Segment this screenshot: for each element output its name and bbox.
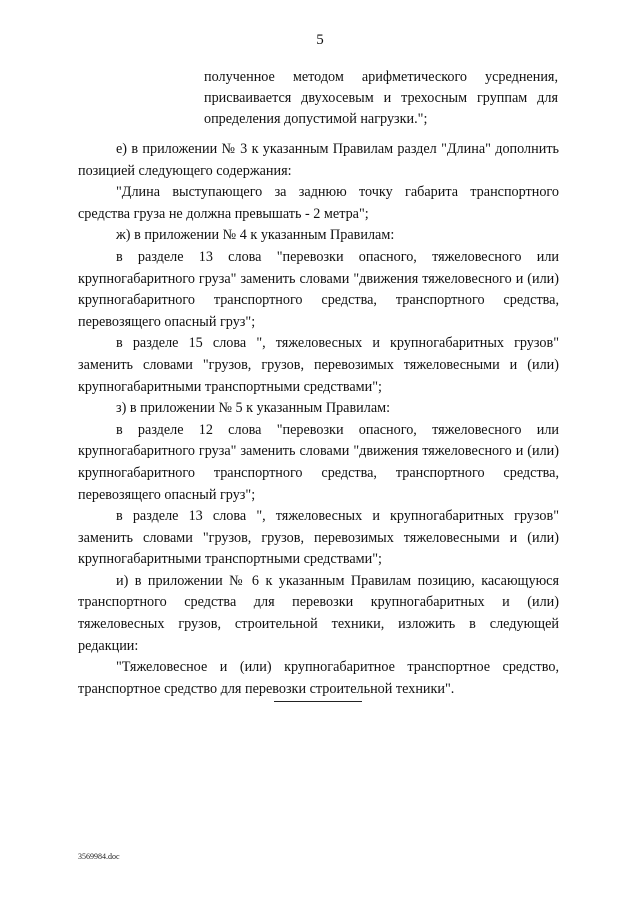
paragraph-zh-15: в разделе 15 слова ", тяжеловесных и крупногабаритных грузов" заменить словами "грузов, грузов, перевозимых тяжеловесными и (или) крупногабаритными транспортными средствами"; [78, 335, 559, 395]
paragraph-zh-13: в разделе 13 слова "перевозки опасного, тяжеловесного или крупногабаритного груза" заменить словами "движения тяжеловесного и (или) крупногабаритного транспортного средства, транспортного средства, перевозящего опасный груз"; [78, 248, 559, 330]
quote-block: полученное методом арифметического усреднения, присваивается двухосевым и трехосным группам для определения допустимой нагрузки."; [204, 69, 558, 127]
page-number: 5 [316, 32, 324, 48]
paragraph-zh: ж) в приложении № 4 к указанным Правилам: [116, 227, 395, 244]
paragraph-i: и) в приложении № 6 к указанным Правилам позицию, касающуюся транспортного средства для перевозки крупногабаритных и (или) тяжеловесных грузов, строительной техники, изложить в следующей редакции: [78, 572, 559, 654]
paragraph-i-quote: "Тяжеловесное и (или) крупногабаритное транспортное средство, транспортное средство для перевозки строительной техники". [78, 659, 559, 697]
end-separator [274, 701, 362, 702]
paragraph-z-13: в разделе 13 слова ", тяжеловесных и крупногабаритных грузов" заменить словами "грузов, грузов, перевозимых тяжеловесными и (или) крупногабаритными транспортными средствами"; [78, 508, 559, 568]
paragraph-z: з) в приложении № 5 к указанным Правилам: [116, 400, 391, 417]
body-text [78, 139, 559, 700]
footer-filename: 3569984.doc [78, 852, 120, 861]
paragraph-e: е) в приложении № 3 к указанным Правилам раздел "Длина" дополнить позицией следующего содержания: [78, 141, 559, 179]
paragraph-e-quote: "Длина выступающего за заднюю точку габарита транспортного средства груза не должна превышать - 2 метра"; [78, 184, 559, 222]
paragraph-z-12: в разделе 12 слова "перевозки опасного, тяжеловесного или крупногабаритного груза" заменить словами "движения тяжеловесного и (или) крупногабаритного транспортного средства, транспортного средства, перевозящего опасный груз"; [78, 421, 559, 503]
